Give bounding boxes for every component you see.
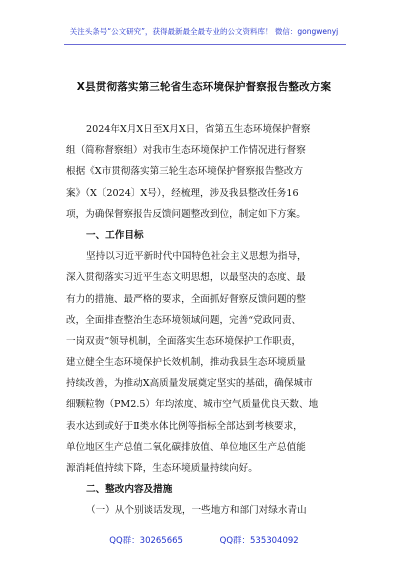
measures-line: （一）从个别谈话发现，一些地方和部门对绿水青山: [86, 505, 307, 517]
header-divider: [64, 44, 346, 45]
goal-line: 一岗双责”领导机制，全面落实生态环境保护工作职责，: [66, 335, 302, 347]
intro-line: 案》（X〔2024〕X号），经梳理，涉及我县整改任务16: [66, 187, 299, 199]
intro-line: 组（简称督察组）对我市生态环境保护工作情况进行督察: [66, 145, 306, 157]
goal-line: 坚持以习近平新时代中国特色社会主义思想为指导，: [86, 251, 307, 263]
footer-qq-group-1: QQ群：30265665: [109, 536, 183, 546]
goal-line: 建立健全生态环境保护长效机制，推动我县生态环境质量: [66, 357, 306, 369]
intro-line: 2024年X月X日至X月X日，省第五生态环境保护督察: [86, 124, 311, 135]
goal-line: 源消耗值持续下降，生态环境质量持续向好。: [66, 463, 258, 474]
goal-line: 表水达到或好于Ⅱ类水体比例等指标全部达到考核要求，: [66, 420, 303, 432]
document-title: X县贯彻落实第三轮省生态环境保护督察报告整改方案: [76, 81, 332, 93]
goal-line: 持续改善，为推动X高质量发展奠定坚实的基础，确保城市: [66, 378, 313, 390]
goal-line: 深入贯彻落实习近平生态文明思想，以最坚决的态度、最: [66, 272, 306, 284]
header-notice: 关注头条号“公文研究”，获得最新最全最专业的公文资料库！ 微信：gongwenyj: [69, 27, 339, 36]
section-heading-goals: 一、工作目标: [86, 229, 144, 241]
goal-line: 单位地区生产总值二氧化碳排放值、单位地区生产总值能: [66, 441, 306, 453]
intro-line: 项，为确保督察报告反馈问题整改到位，制定如下方案。: [66, 208, 306, 220]
goal-line: 有力的措施、最严格的要求，全面抓好督察反馈问题的整: [66, 293, 306, 305]
intro-line: 根据《X市贯彻落实第三轮生态环境保护督察报告整改方: [66, 166, 304, 178]
footer-contacts: [0, 534, 408, 546]
footer-qq-group-2: QQ群：535304092: [219, 536, 299, 546]
document-body: [66, 119, 352, 522]
section-heading-measures: 二、整改内容及措施: [86, 484, 173, 496]
goal-line: 改，全面排查整治生态环境领域问题，完善“党政同责、: [66, 314, 302, 326]
goal-line: 细颗粒物（PM2.5）年均浓度、城市空气质量优良天数、地: [66, 399, 319, 411]
